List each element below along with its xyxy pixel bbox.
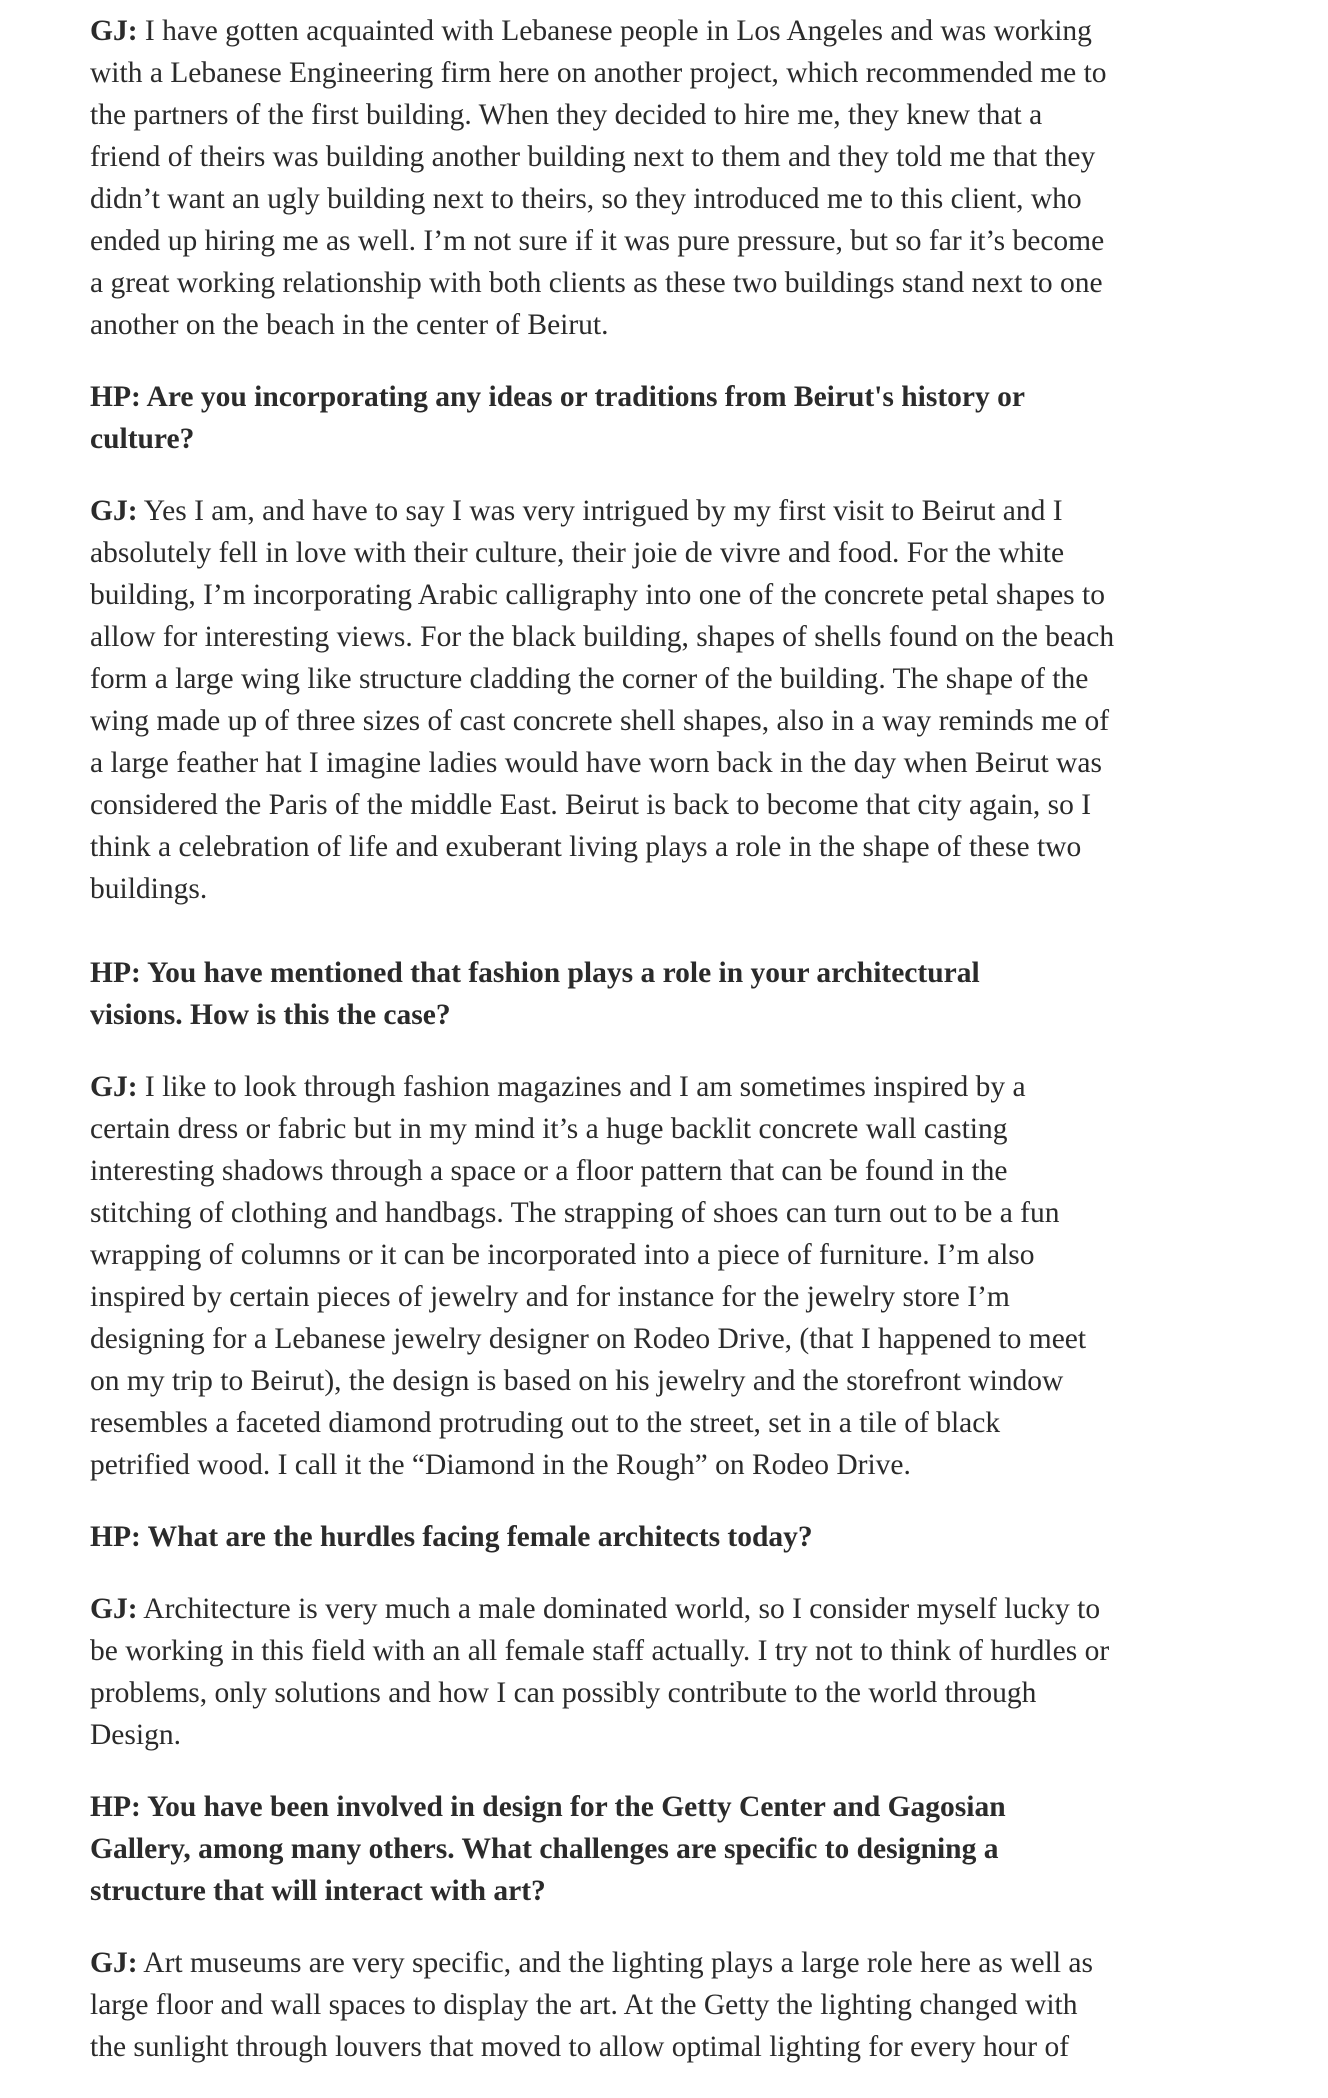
answer-line: ended up hiring me as well. I’m not sure if it was pure pressure, but so far it’s become [90, 225, 1105, 257]
answer-line: with a Lebanese Engineering firm here on another project, which recommended me to [90, 57, 1107, 89]
question-line: HP: What are the hurdles facing female architects today? [90, 1521, 813, 1553]
answer-line: think a celebration of life and exuberant living plays a role in the shape of these two [90, 831, 1082, 863]
answer-line: absolutely fell in love with their culture, their joie de vivre and food. For the white [90, 537, 1065, 569]
question-line: HP: You have been involved in design for the Getty Center and Gagosian [90, 1791, 1006, 1823]
speaker-label: GJ: [90, 15, 138, 47]
answer-line: certain dress or fabric but in my mind it’s a huge backlit concrete wall casting [90, 1113, 1008, 1145]
answer-line: petrified wood. I call it the “Diamond in the Rough” on Rodeo Drive. [90, 1449, 911, 1481]
question-heading [90, 1516, 1240, 1558]
answer-line: wrapping of columns or it can be incorporated into a piece of furniture. I’m also [90, 1239, 1035, 1271]
answer-line: another on the beach in the center of Beirut. [90, 309, 609, 341]
answer-line: stitching of clothing and handbags. The strapping of shoes can turn out to be a fun [90, 1197, 1060, 1229]
answer-line: GJ: I have gotten acquainted with Lebanese people in Los Angeles and was working [90, 15, 1092, 47]
answer-line: building, I’m incorporating Arabic calligraphy into one of the concrete petal shapes to [90, 579, 1105, 611]
answer-line: a great working relationship with both clients as these two buildings stand next to one [90, 267, 1103, 299]
answer-line: GJ: I like to look through fashion magazines and I am sometimes inspired by a [90, 1071, 1026, 1103]
answer-line: large floor and wall spaces to display the art. At the Getty the lighting changed with [90, 1989, 1078, 2021]
answer-line: didn’t want an ugly building next to theirs, so they introduced me to this client, who [90, 183, 1082, 215]
question-line: culture? [90, 423, 195, 455]
answer-paragraph [90, 490, 1240, 910]
answer-line: GJ: Yes I am, and have to say I was very intrigued by my first visit to Beirut and I [90, 495, 1063, 527]
answer-line: designing for a Lebanese jewelry designer on Rodeo Drive, (that I happened to meet [90, 1323, 1087, 1355]
answer-line: friend of theirs was building another building next to them and they told me that they [90, 141, 1096, 173]
answer-paragraph [90, 1942, 1240, 2068]
speaker-label: GJ: [90, 1947, 138, 1979]
answer-line: inspired by certain pieces of jewelry and for instance for the jewelry store I’m [90, 1281, 1010, 1313]
question-line: HP: You have mentioned that fashion plays a role in your architectural [90, 957, 980, 989]
answer-line: GJ: Architecture is very much a male dominated world, so I consider myself lucky to [90, 1593, 1101, 1625]
question-line: HP: Are you incorporating any ideas or traditions from Beirut's history or [90, 381, 1025, 413]
answer-line: buildings. [90, 873, 208, 905]
speaker-label: GJ: [90, 1071, 138, 1103]
answer-line: form a large wing like structure cladding the corner of the building. The shape of the [90, 663, 1089, 695]
question-heading [90, 1786, 1240, 1912]
speaker-label: GJ: [90, 1593, 138, 1625]
answer-line: problems, only solutions and how I can possibly contribute to the world through [90, 1677, 1037, 1709]
answer-line: a large feather hat I imagine ladies would have worn back in the day when Beirut was [90, 747, 1102, 779]
answer-paragraph [90, 1588, 1240, 1756]
question-heading [90, 952, 1240, 1036]
question-line: Gallery, among many others. What challenges are specific to designing a [90, 1833, 999, 1865]
article-body [90, 10, 1240, 2098]
answer-line: the sunlight through louvers that moved to allow optimal lighting for every hour of [90, 2031, 1070, 2063]
answer-line: Design. [90, 1719, 181, 1751]
answer-line: be working in this field with an all female staff actually. I try not to think of hurdles or [90, 1635, 1110, 1667]
answer-paragraph [90, 1066, 1240, 1486]
answer-line: wing made up of three sizes of cast concrete shell shapes, also in a way reminds me of [90, 705, 1110, 737]
answer-line: GJ: Art museums are very specific, and the lighting plays a large role here as well as [90, 1947, 1093, 1979]
answer-line: resembles a faceted diamond protruding out to the street, set in a tile of black [90, 1407, 1001, 1439]
answer-line: considered the Paris of the middle East. Beirut is back to become that city again, so I [90, 789, 1092, 821]
question-heading [90, 376, 1240, 460]
speaker-label: GJ: [90, 495, 138, 527]
answer-line: allow for interesting views. For the black building, shapes of shells found on the beach [90, 621, 1115, 653]
answer-line: the partners of the first building. When they decided to hire me, they knew that a [90, 99, 1043, 131]
answer-paragraph [90, 10, 1240, 346]
answer-line: interesting shadows through a space or a floor pattern that can be found in the [90, 1155, 1008, 1187]
question-line: structure that will interact with art? [90, 1875, 546, 1907]
question-line: visions. How is this the case? [90, 999, 451, 1031]
answer-line: on my trip to Beirut), the design is based on his jewelry and the storefront window [90, 1365, 1064, 1397]
